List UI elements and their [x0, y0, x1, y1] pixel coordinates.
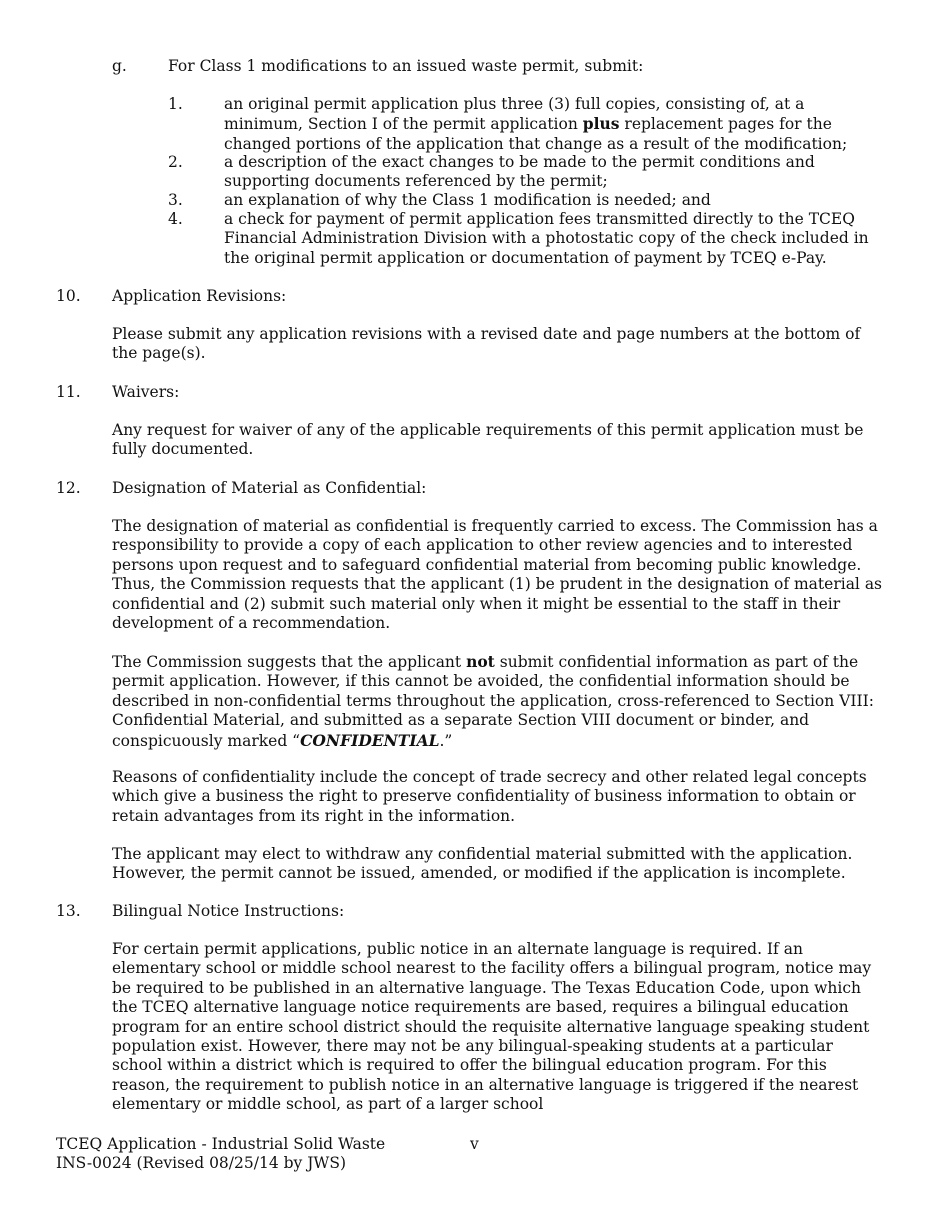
subitem-1-bold-word: plus [582, 114, 620, 134]
section-10-number: 10. [56, 287, 81, 305]
subitem-1-text-part-b: replacement pages for the changed portions of the application that change as a result of the modification; [224, 115, 848, 153]
section-11-number: 11. [56, 383, 81, 401]
section-12-paragraph-2 [112, 652, 884, 751]
subitem-4-marker: 4. [168, 210, 183, 228]
section-13-heading: Bilingual Notice Instructions: [112, 902, 345, 920]
section-12-p2-part-b: submit confidential information as part of the permit application. However, if this cannot be avoided, the confidential information should be described in non-confidential terms throughout the application, cross-referenced to Section VIII: Confidential Material, and submitted as a separate Section VIII document or binder, and conspicuously marked “ [112, 653, 874, 750]
subitem-2-marker: 2. [168, 153, 183, 171]
footer-page-number: v [470, 1135, 479, 1153]
item-g-text: For Class 1 modifications to an issued waste permit, submit: [168, 57, 644, 75]
subitem-1-marker: 1. [168, 95, 183, 113]
section-12-paragraph-1: The designation of material as confidential is frequently carried to excess. The Commission has a responsibility to provide a copy of each application to other review agencies and to interested persons upon request and to safeguard confidential material from becoming public knowledge. Thus, the Commission requests that the applicant (1) be prudent in the designation of material as confidential and (2) submit such material only when it might be essential to the staff in their development of a recommendation. [112, 517, 883, 633]
subitem-1-text-part-a: an original permit application plus three (3) full copies, consisting of, at a minimum, Section I of the permit application [224, 95, 805, 134]
section-12-p2-bold-word: not [466, 652, 495, 671]
section-12-p2-end: .” [439, 731, 453, 750]
section-12-number: 12. [56, 479, 81, 497]
subitem-3-marker: 3. [168, 191, 183, 209]
footer-form-title: TCEQ Application - Industrial Solid Waste [56, 1135, 386, 1153]
item-g-marker: g. [112, 57, 127, 75]
subitem-3-text: an explanation of why the Class 1 modification is needed; and [224, 191, 711, 209]
footer-form-revision: INS-0024 (Revised 08/25/14 by JWS) [56, 1154, 347, 1173]
subitem-4-text: a check for payment of permit application fees transmitted directly to the TCEQ Financial Administration Division with a photostatic copy of the check included in the original permit application or documentation of payment by TCEQ e-Pay. [224, 210, 869, 267]
section-10-paragraph: Please submit any application revisions with a revised date and page numbers at the bottom of the page(s). [112, 325, 861, 363]
section-12-p2-part-a: The Commission suggests that the applicant [112, 653, 467, 671]
confidential-marking: CONFIDENTIAL [300, 730, 440, 750]
subitem-2-text: a description of the exact changes to be made to the permit conditions and supporting documents referenced by the permit; [224, 153, 815, 191]
section-13-paragraph: For certain permit applications, public notice in an alternate language is required. If an elementary school or middle school nearest to the facility offers a bilingual program, notice may be required to be published in an alternative language. The Texas Education Code, upon which the TCEQ alternative language notice requirements are based, requires a bilingual education program for an entire school district should the requisite alternative language speaking student population exist. However, there may not be any bilingual-speaking students at a particular school within a district which is required to offer the bilingual education program. For this reason, the requirement to publish notice in an alternative language is triggered if the nearest elementary or middle school, as part of a larger school [112, 940, 872, 1114]
subitem-1-text [224, 95, 884, 154]
page-footer [56, 1135, 896, 1174]
section-12-paragraph-4: The applicant may elect to withdraw any confidential material submitted with the application. However, the permit cannot be issued, amended, or modified if the application is incomplete. [112, 845, 853, 883]
section-12-heading: Designation of Material as Confidential: [112, 479, 427, 497]
section-12-paragraph-3: Reasons of confidentiality include the concept of trade secrecy and other related legal concepts which give a business the right to preserve confidentiality of business information to obtain or retain advantages from its right in the information. [112, 768, 867, 825]
section-11-heading: Waivers: [112, 383, 180, 401]
section-10-heading: Application Revisions: [112, 287, 287, 305]
section-11-paragraph: Any request for waiver of any of the applicable requirements of this permit application must be fully documented. [112, 421, 864, 459]
section-13-number: 13. [56, 902, 81, 920]
